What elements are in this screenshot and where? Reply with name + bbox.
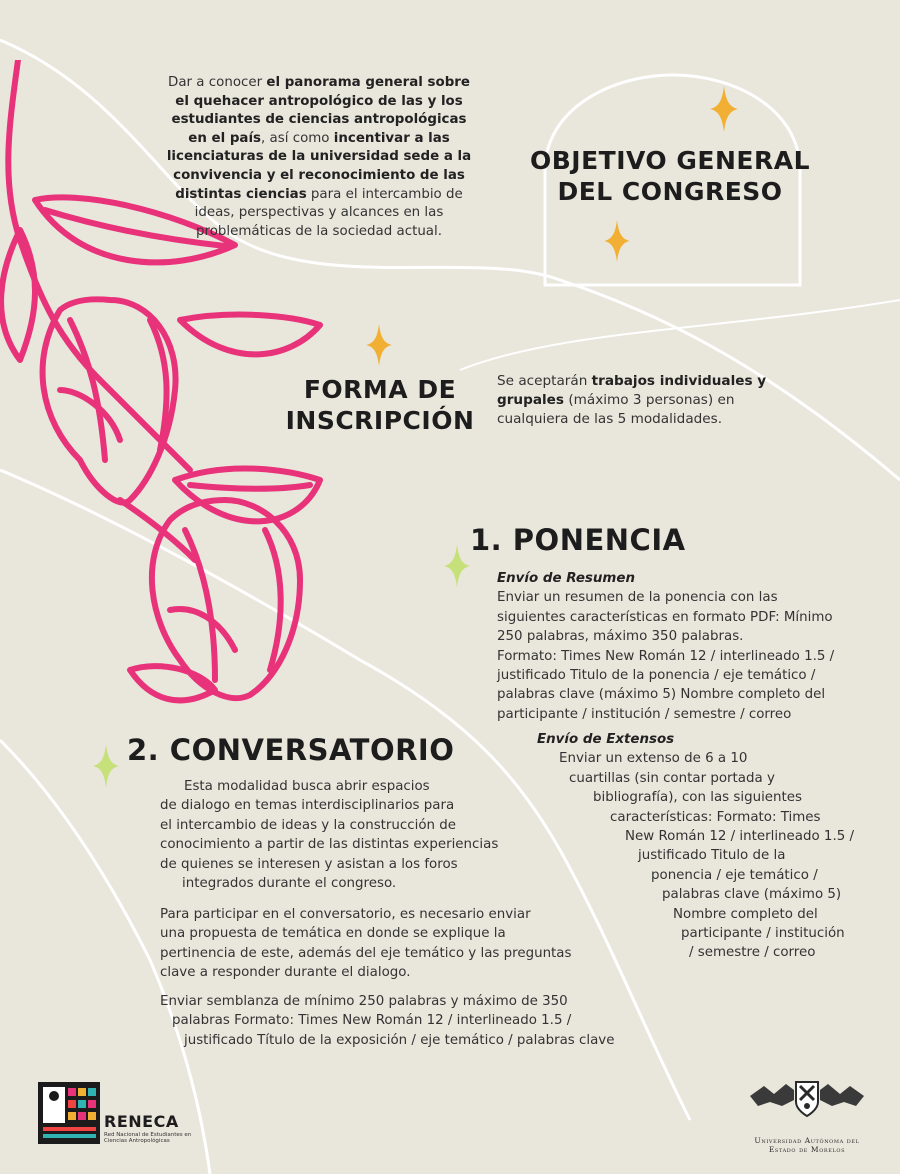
objective-text-part: Dar a conocer [168, 75, 267, 90]
conversatorio-line: Enviar semblanza de mínimo 250 palabras y máximo de 350 [160, 994, 568, 1009]
extensos-line: bibliografía), con las siguientes [593, 790, 802, 806]
reneca-logo-mark [38, 1082, 100, 1144]
extensos-block [537, 730, 892, 963]
objective-bold-part: el panorama general sobre el quehacer antropológico de las y los estudiantes de ciencias antropológicas en el país [171, 75, 470, 146]
gold-star-icon [710, 86, 738, 132]
conversatorio-para2 [160, 905, 590, 983]
registration-heading-line: FORMA DE [303, 375, 457, 404]
objective-text-part: para el intercambio de ideas, perspectivas y alcances en las problemáticas de la sociedad actual. [194, 186, 463, 239]
conversatorio-line: una propuesta de temática en donde se explique la [160, 926, 506, 942]
resumen-line: Formato: Times New Román 12 / interlineado 1.5 / [497, 648, 835, 664]
uaem-line: Estado de Morelos [768, 1145, 846, 1154]
objective-heading-line: OBJETIVO GENERAL [529, 146, 811, 175]
resumen-line: participante / institución / semestre / correo [497, 706, 792, 722]
resumen-line: 250 palabras, máximo 350 palabras. [497, 629, 744, 645]
conversatorio-para3 [160, 992, 660, 1050]
extensos-line: New Román 12 / interlineado 1.5 / [625, 829, 855, 845]
gold-star-icon [604, 220, 630, 262]
resumen-line: Enviar un resumen de la ponencia con las [497, 590, 778, 606]
conversatorio-heading: 2. CONVERSATORIO [127, 733, 455, 767]
objective-heading-line: DEL CONGRESO [557, 177, 783, 206]
extensos-line: participante / institución [681, 926, 845, 942]
conversatorio-line: justificado Título de la exposición / eje temático / palabras clave [184, 1032, 615, 1048]
resumen-title: Envío de Resumen [497, 571, 635, 586]
conversatorio-line: integrados durante el congreso. [182, 876, 397, 892]
extensos-line: justificado Titulo de la [638, 848, 786, 864]
conversatorio-line: pertinencia de este, además del eje temático y las preguntas [160, 945, 572, 961]
uaem-logo [742, 1076, 872, 1156]
resumen-block [497, 569, 892, 724]
registration-heading-line: INSCRIPCIÓN [285, 406, 475, 435]
conversatorio-line: de quienes se interesen y asistan a los foros [160, 856, 458, 872]
gold-star-icon [366, 324, 392, 366]
reneca-logo [38, 1082, 192, 1146]
green-star-icon [93, 744, 119, 788]
reneca-subtitle: Red Nacional de Estudiantes en Ciencias Antropológicas [104, 1132, 192, 1144]
extensos-line: palabras clave (máximo 5) [662, 887, 842, 903]
registration-bold-part: trabajos individuales y grupales [497, 373, 767, 408]
conversatorio-line: de dialogo en temas interdisciplinarios para [160, 798, 455, 814]
conversatorio-para1 [160, 777, 580, 893]
registration-text-part: Se aceptarán [497, 373, 592, 389]
extensos-line: / semestre / correo [689, 945, 816, 961]
objective-text-part: , así como [261, 130, 334, 146]
conversatorio-line: Para participar en el conversatorio, es necesario enviar [160, 907, 531, 922]
objective-bold-part: incentivar a las licenciaturas de la universidad sede a la convivencia y el reconocimiento de las distintas ciencias [166, 130, 472, 202]
extensos-line: cuartillas (sin contar portada y [569, 770, 775, 786]
extensos-line: Enviar un extenso de 6 a 10 [559, 751, 748, 767]
extensos-line: ponencia / eje temático / [651, 867, 818, 883]
green-star-icon [444, 544, 470, 588]
conversatorio-line: clave a responder durante el dialogo. [160, 965, 411, 981]
objective-heading [520, 145, 820, 207]
objective-text [160, 74, 478, 241]
uaem-name [742, 1136, 872, 1154]
uaem-line: Universidad Autónoma del [754, 1136, 860, 1145]
uaem-crest-icon [746, 1076, 868, 1118]
conversatorio-line: Esta modalidad busca abrir espacios [184, 779, 430, 794]
resumen-line: siguientes características en formato PDF: Mínimo [497, 609, 833, 625]
registration-heading [280, 374, 480, 436]
ponencia-heading: 1. PONENCIA [470, 523, 686, 557]
resumen-line: justificado Titulo de la ponencia / eje temático / [497, 668, 816, 684]
extensos-title: Envío de Extensos [537, 732, 675, 747]
reneca-name: RENECA [104, 1112, 179, 1131]
conversatorio-line: el intercambio de ideas y la construcción de [160, 817, 457, 833]
extensos-line: Nombre completo del [673, 906, 818, 922]
registration-text-part: (máximo 3 personas) en cualquiera de las 5 modalidades. [497, 392, 735, 427]
conversatorio-line: conocimiento a partir de las distintas experiencias [160, 837, 499, 853]
registration-text [497, 372, 772, 429]
extensos-line: características: Formato: Times [610, 809, 821, 825]
resumen-line: palabras clave (máximo 5) Nombre completo del [497, 687, 826, 703]
conversatorio-line: palabras Formato: Times New Román 12 / interlineado 1.5 / [172, 1013, 572, 1029]
